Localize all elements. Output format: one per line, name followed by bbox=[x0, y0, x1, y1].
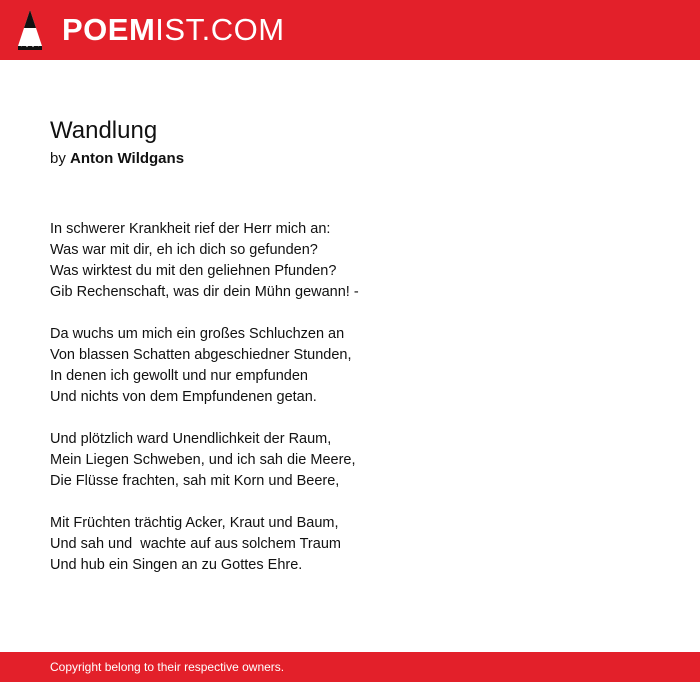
site-logo[interactable] bbox=[62, 10, 285, 50]
poem-line: Die Flüsse frachten, sah mit Korn und Beere, bbox=[50, 473, 340, 489]
logo-bold-text: POEM bbox=[62, 12, 156, 47]
poem-line: Was war mit dir, eh ich dich so gefunden? bbox=[50, 242, 318, 258]
poem-body bbox=[50, 219, 650, 576]
author-name[interactable]: Anton Wildgans bbox=[70, 150, 185, 167]
poem-line: Mein Liegen Schweben, und ich sah die Meere, bbox=[50, 452, 356, 468]
poem-line: In schwerer Krankheit rief der Herr mich an: bbox=[50, 221, 331, 237]
poem-title: Wandlung bbox=[50, 117, 158, 144]
poem-line: In denen ich gewollt und nur empfunden bbox=[50, 368, 308, 384]
poem-line: Und hub ein Singen an zu Gottes Ehre. bbox=[50, 557, 303, 573]
site-header bbox=[0, 0, 700, 60]
poem-line: Gib Rechenschaft, was dir dein Mühn gewann! - bbox=[50, 284, 359, 300]
poem-line: Da wuchs um mich ein großes Schluchzen an bbox=[50, 326, 345, 342]
poem-line: Und nichts von dem Empfundenen getan. bbox=[50, 389, 317, 405]
poem-line: Was wirktest du mit den geliehnen Pfunden? bbox=[50, 263, 337, 279]
logo-light-text: IST.COM bbox=[155, 12, 285, 47]
by-label: by bbox=[50, 150, 66, 167]
poem-byline bbox=[50, 148, 650, 170]
poem-line: Und sah und wachte auf aus solchem Traum bbox=[50, 536, 341, 552]
stanza bbox=[50, 513, 650, 576]
stanza bbox=[50, 219, 650, 303]
pencil-icon[interactable] bbox=[16, 8, 44, 52]
copyright-text: Copyright belong to their respective owners. bbox=[50, 660, 285, 674]
stanza bbox=[50, 324, 650, 408]
poem-line: Mit Früchten trächtig Acker, Kraut und Baum, bbox=[50, 515, 339, 531]
poem-content bbox=[50, 114, 650, 597]
poem-line: Und plötzlich ward Unendlichkeit der Raum, bbox=[50, 431, 332, 447]
poem-line: Von blassen Schatten abgeschiedner Stunden, bbox=[50, 347, 352, 363]
site-footer bbox=[0, 652, 700, 682]
stanza bbox=[50, 429, 650, 492]
